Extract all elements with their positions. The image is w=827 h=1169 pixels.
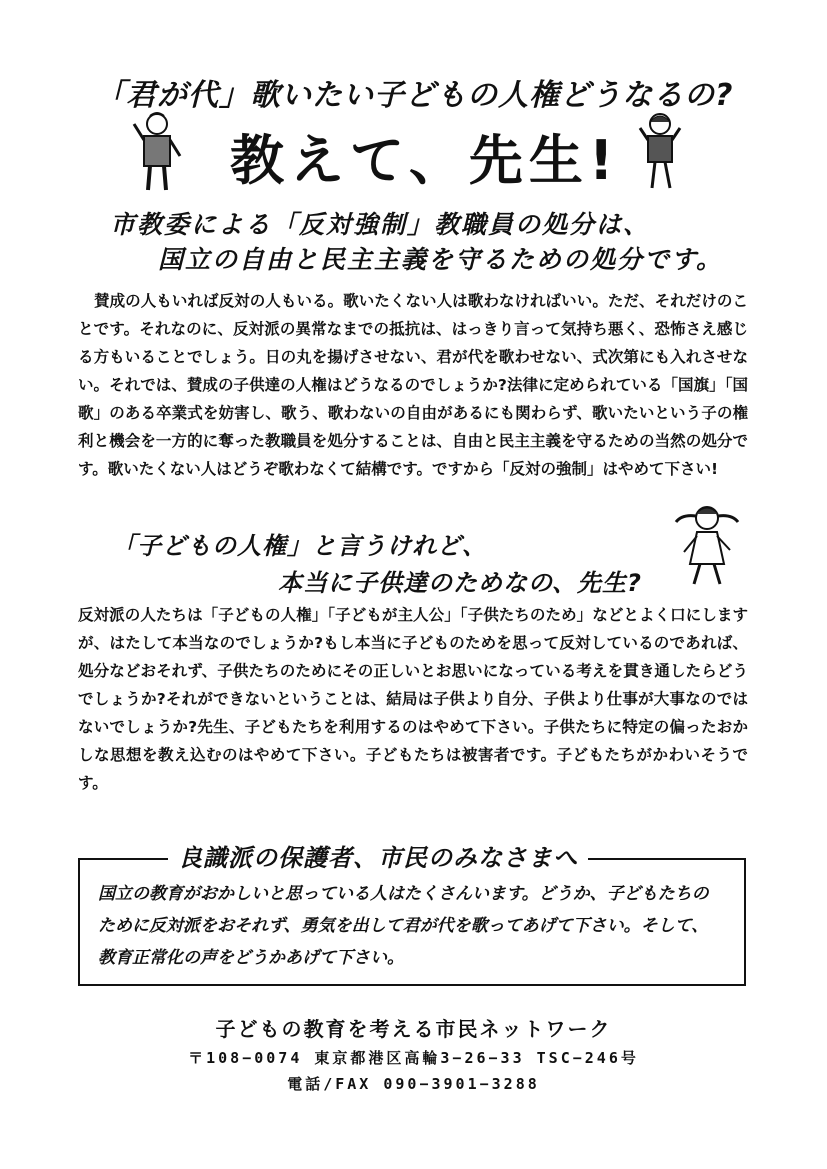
subtitle-line-1: 市教委による「反対強制」教職員の処分は、 — [110, 210, 651, 239]
message-box — [78, 838, 748, 984]
child-illustration — [638, 110, 683, 195]
section-heading-line-1: 「子どもの人権」と言うけれど、 — [112, 532, 487, 560]
section-heading-line-2: 本当に子供達のためなの、先生? — [278, 569, 642, 597]
phone-fax: 電話/FAX 090−3901−3288 — [287, 1075, 540, 1093]
headline: 「君が代」歌いたい子どもの人権どうなるの? — [95, 78, 734, 113]
main-title: 教えて、先生! — [230, 129, 620, 192]
organization-name: 子どもの教育を考える市民ネットワーク — [215, 1017, 612, 1041]
message-box-text: 国立の教育がおかしいと思っている人はたくさんいます。どうか、子どもたちのために反対派をおそれず、勇気を出して君が代を歌ってあげて下さい。そして、教育正常化の声をどうかあげて下さい。 — [98, 884, 709, 968]
body-paragraph-2: 反対派の人たちは「子どもの人権」「子どもが主人公」「子供たちのため」などとよく口にしますが、はたして本当なのでしょうか?もし本当に子どものためを思って反対しているのであれば、処分などおそれず、子供たちのためにその正しいとお思いになっている考えを貫き通したらどうでしょうか?それができないということは、結局は子供より自分、子供より仕事が大事なのではないでしょうか?先生、子どもたちを利用するのはやめて下さい。子供たちに特定の偏ったおかしな思想を教え込むのはやめて下さい。子どもたちは被害者です。子どもたちがかわいそうです。 — [78, 606, 748, 792]
subtitle-line-2: 国立の自由と民主主義を守るための処分です。 — [158, 245, 724, 274]
teacher-illustration — [130, 110, 185, 195]
address: 〒108−0074 東京都港区高輪3−26−33 TSC−246号 — [188, 1049, 639, 1067]
girl-illustration — [672, 500, 742, 590]
message-box-title: 良識派の保護者、市民のみなさまへ — [168, 838, 588, 873]
body-paragraph-1: 賛成の人もいれば反対の人もいる。歌いたくない人は歌わなければいい。ただ、それだけのことです。それなのに、反対派の異常なまでの抵抗は、はっきり言って気持ち悪く、恐怖さえ感じる方もいることでしょう。日の丸を揚げさせない、君が代を歌わせない、式次第にも入れさせない。それでは、賛成の子供達の人権はどうなるのでしょうか?法律に定められている「国旗」「国歌」のある卒業式を妨害し、歌う、歌わないの自由があるにも関わらず、歌いたいという子の権利と機会を一方的に奪った教職員を処分することは、自由と民主主義を守るための当然の処分です。歌いたくない人はどうぞ歌わなくて結構です。ですから「反対の強制」はやめて下さい! — [78, 292, 749, 478]
